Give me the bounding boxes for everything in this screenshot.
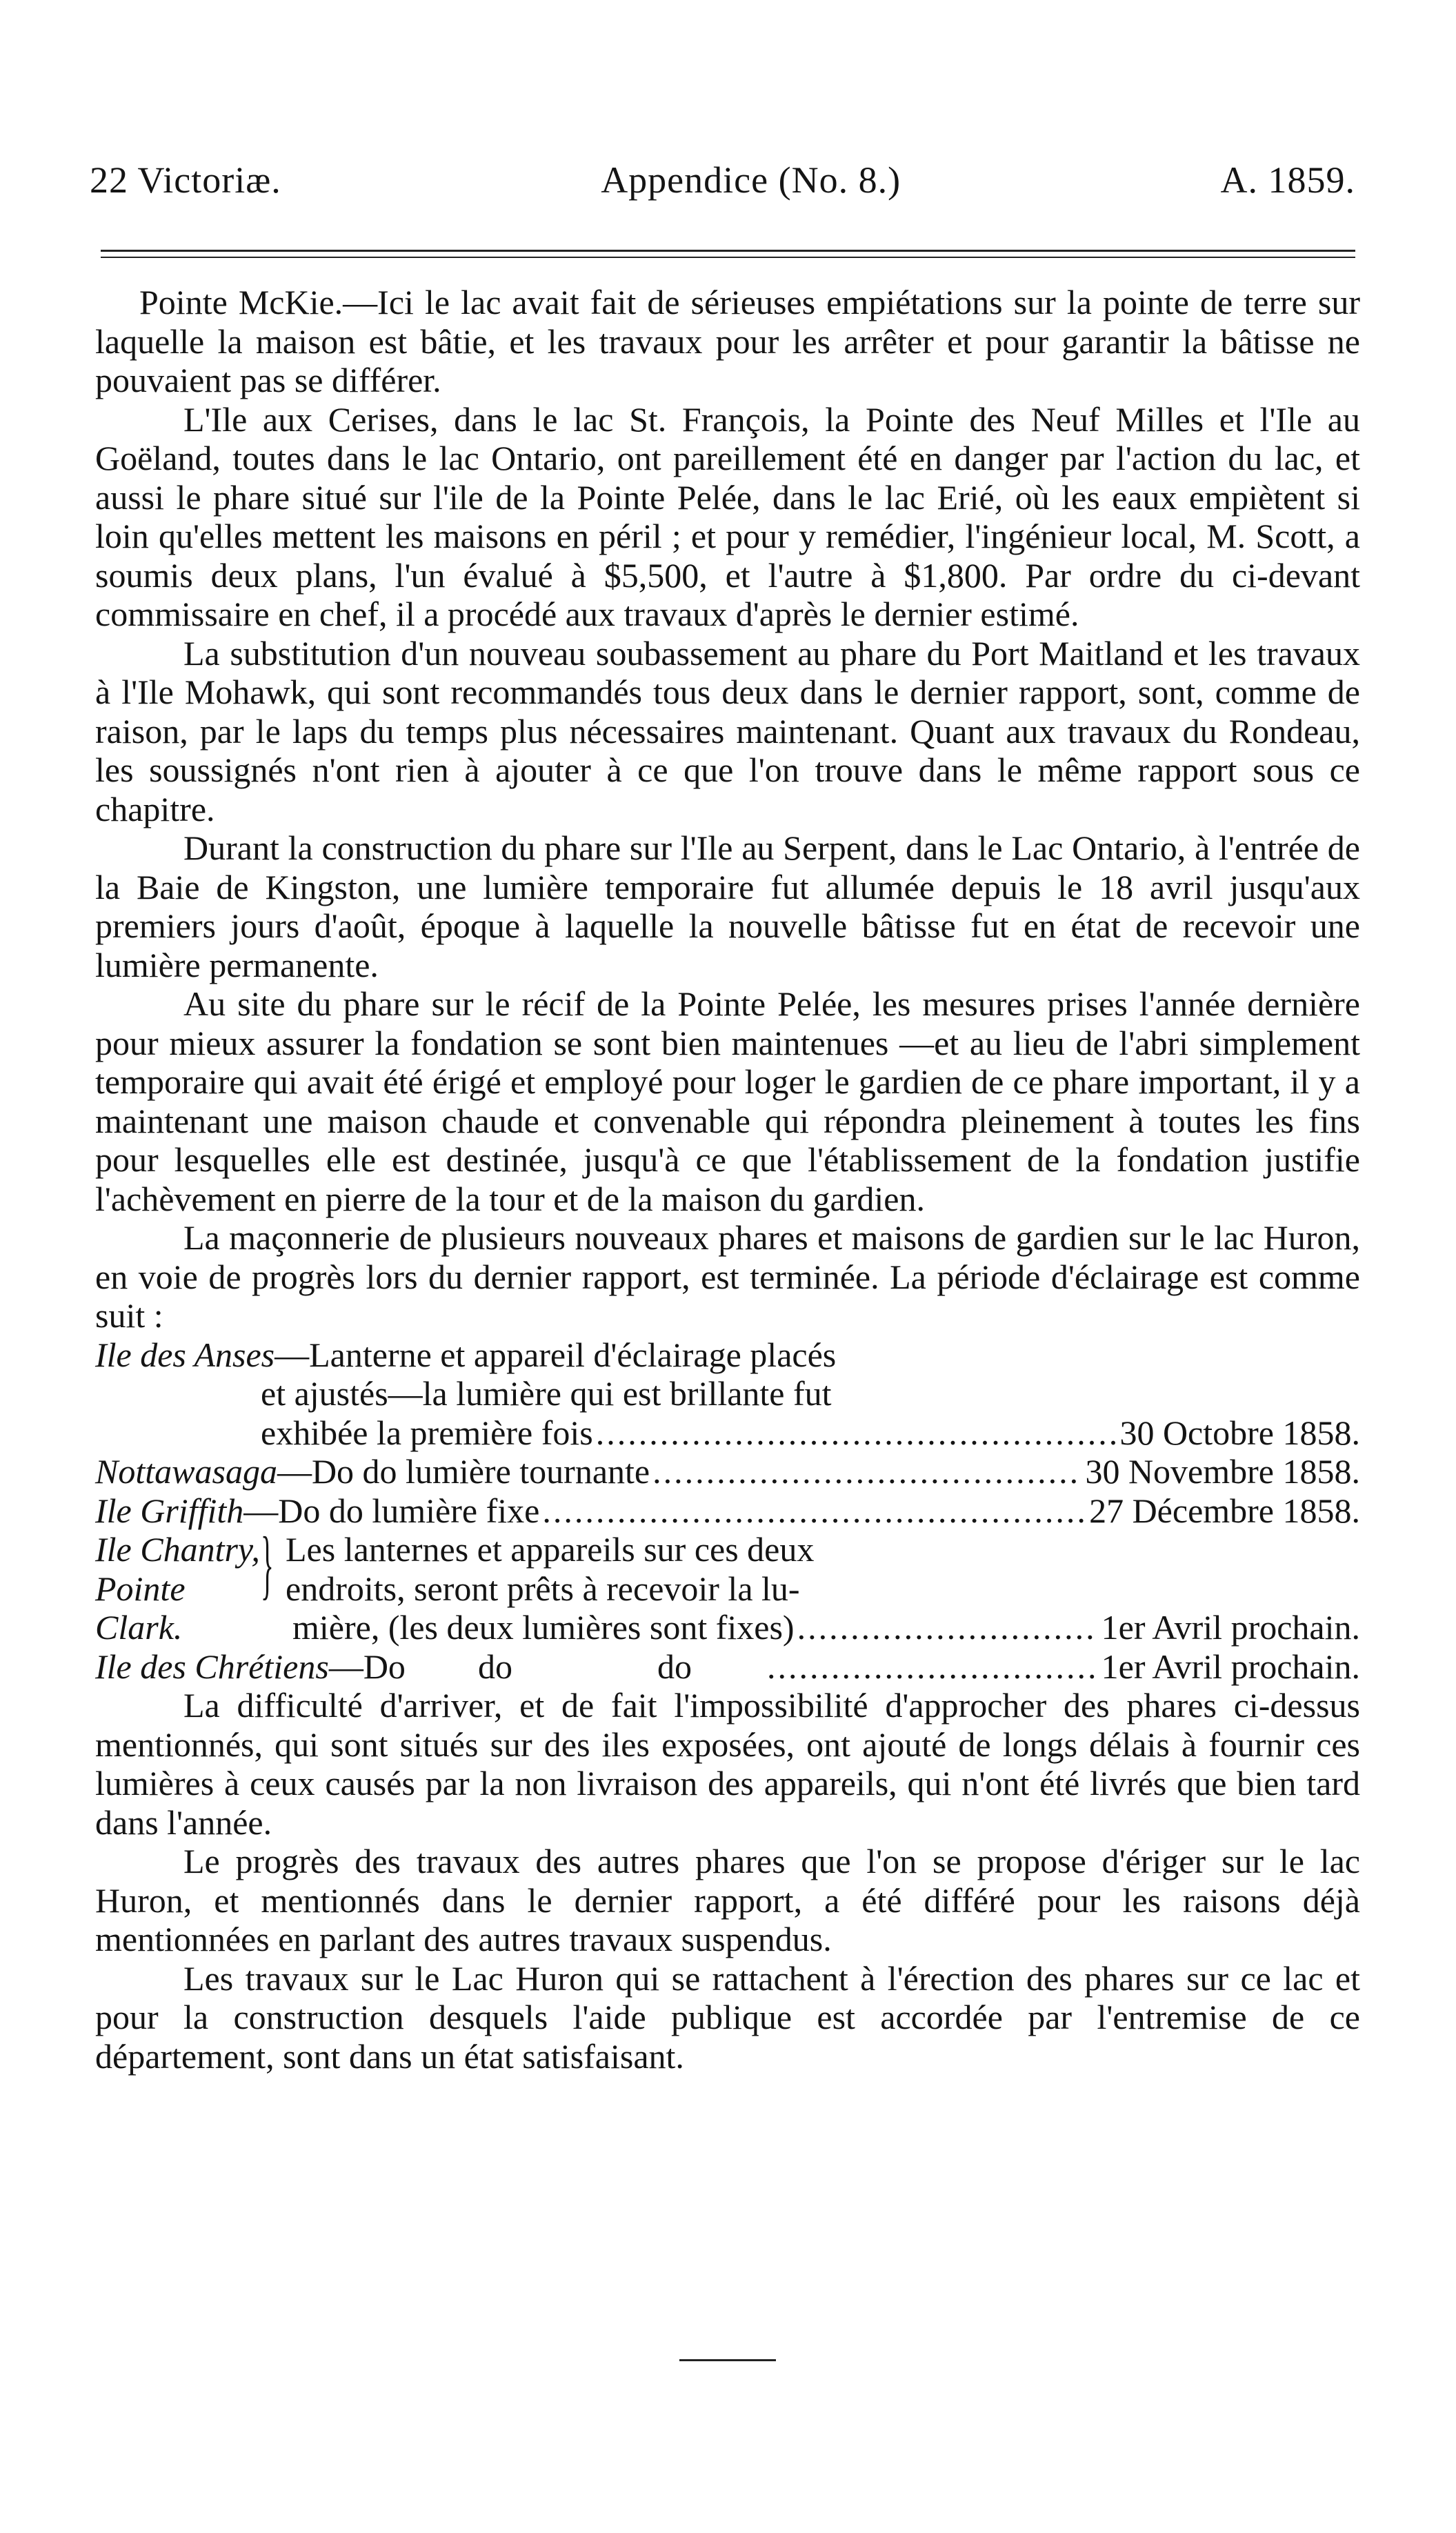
paragraph: La difficulté d'arriver, et de fait l'impossibilité d'approcher des phares ci-dessus mentionnés, qui sont situés sur des iles exposées, ont ajouté de longs délais à fournir ces lumières à ceux causés par la non livraison des appareils, qui n'ont été livrés que bien tard dans l'année. bbox=[95, 1686, 1360, 1842]
header-rule-bottom bbox=[101, 257, 1355, 258]
paragraph: La substitution d'un nouveau soubassement au phare du Port Maitland et les travaux à l'Ile Mohawk, qui sont recommandés tous deux dans le dernier rapport, sont, comme de raison, par le laps du temps plus nécessaires maintenant. Quant aux travaux du Rondeau, les soussignés n'ont rien à ajouter à ce que l'on trouve dans le même rapport sous ce chapitre. bbox=[95, 633, 1360, 828]
schedule-date: 30 Octobre 1858. bbox=[1119, 1413, 1360, 1452]
schedule-label: Nottawasaga bbox=[95, 1452, 277, 1491]
header-year: A. 1859. bbox=[1220, 159, 1355, 201]
schedule-text: —Do do lumière fixe bbox=[243, 1491, 540, 1530]
schedule-row bbox=[95, 1647, 1360, 1687]
schedule-text: mière, (les deux lumières sont fixes) bbox=[292, 1608, 795, 1647]
closing-rule bbox=[679, 2359, 776, 2361]
schedule-label: Ile des Anses bbox=[95, 1335, 275, 1374]
leader-dots bbox=[797, 1608, 1099, 1647]
schedule-label: Ile des Chrétiens bbox=[95, 1647, 329, 1686]
leader-dots bbox=[542, 1491, 1086, 1531]
brace-text bbox=[286, 1530, 814, 1608]
schedule-label: Pointe Clark. bbox=[95, 1569, 186, 1647]
schedule-row bbox=[95, 1452, 1360, 1491]
schedule-row bbox=[95, 1374, 1360, 1413]
schedule-text: exhibée la première fois bbox=[261, 1413, 593, 1452]
schedule-label: Ile Chantry, bbox=[95, 1530, 260, 1569]
paragraph: Au site du phare sur le récif de la Pointe Pelée, les mesures prises l'année dernière pour mieux assurer la fondation se sont bien maintenues —et au lieu de l'abri simplement temporaire qui avait été érigé et employé pour loger le gardien de ce phare important, il y a maintenant une maison chaude et convenable qui répondra pleinement à toutes les fins pour lesquelles elle est destinée, jusqu'à ce que l'établissement de la fondation justifie l'achèvement en pierre de la tour et de la maison du gardien. bbox=[95, 984, 1360, 1218]
schedule-text: Les lanternes et appareils sur ces deux bbox=[286, 1530, 815, 1569]
schedule-text: et ajustés—la lumière qui est brillante fut bbox=[261, 1374, 832, 1413]
paragraph: Pointe McKie.—Ici le lac avait fait de sérieuses empiétations sur la pointe de terre sur laquelle la maison est bâtie, et les travaux pour les arrêter et pour garantir la bâtisse ne pouvaient pas se différer. bbox=[95, 283, 1360, 399]
schedule-text: —Do bbox=[328, 1647, 406, 1686]
leader-dots bbox=[596, 1413, 1117, 1453]
body-text bbox=[95, 283, 1360, 2076]
paragraph: Le progrès des travaux des autres phares que l'on se propose d'ériger sur le lac Huron, et mentionnés dans le dernier rapport, a été différé pour les raisons déjà mentionnées en parlant des autres travaux suspendus. bbox=[95, 1842, 1360, 1958]
header-appendix: Appendice (No. 8.) bbox=[601, 159, 901, 201]
schedule-row bbox=[95, 1608, 1360, 1647]
schedule-date: 1er Avril prochain. bbox=[1101, 1647, 1360, 1686]
leader-dots bbox=[652, 1452, 1082, 1491]
paragraph: L'Ile aux Cerises, dans le lac St. François, la Pointe des Neuf Milles et l'Ile au Goëland, toutes dans le lac Ontario, ont pareillement été en danger par l'action du lac, et aussi le phare situé sur l'ile de la Pointe Pelée, dans le lac Erié, où les eaux empiètent si loin qu'elles mettent les maisons en péril ; et pour y remédier, l'ingénieur local, M. Scott, a soumis deux plans, l'un évalué à $5,500, et l'autre à $1,800. Par ordre du ci-devant commissaire en chef, il a procédé aux travaux d'après le dernier estimé. bbox=[95, 399, 1360, 633]
lighting-schedule bbox=[95, 1335, 1360, 1687]
schedule-date: 1er Avril prochain. bbox=[1101, 1608, 1360, 1647]
schedule-row bbox=[95, 1335, 1360, 1375]
schedule-date: 27 Décembre 1858. bbox=[1089, 1491, 1360, 1530]
schedule-ditto: do bbox=[657, 1647, 692, 1686]
leader-dots bbox=[767, 1647, 1099, 1687]
header-rule-top bbox=[101, 250, 1355, 252]
schedule-ditto: do bbox=[477, 1647, 512, 1686]
header-session: 22 Victoriæ. bbox=[90, 159, 281, 201]
schedule-text: —Lanterne et appareil d'éclairage placés bbox=[275, 1335, 837, 1374]
paragraph: Durant la construction du phare sur l'Ile au Serpent, dans le Lac Ontario, à l'entrée de la Baie de Kingston, une lumière temporaire fut allumée depuis le 18 avril jusqu'aux premiers jours d'août, époque à laquelle la nouvelle bâtisse fut en état de recevoir une lumière permanente. bbox=[95, 828, 1360, 984]
schedule-row bbox=[95, 1413, 1360, 1453]
running-header bbox=[90, 159, 1355, 201]
schedule-date: 30 Novembre 1858. bbox=[1085, 1452, 1360, 1491]
schedule-text: endroits, seront prêts à recevoir la lu- bbox=[286, 1569, 800, 1608]
schedule-text: —Do do lumière tournante bbox=[277, 1452, 650, 1491]
schedule-row bbox=[95, 1491, 1360, 1531]
brace-labels bbox=[95, 1530, 261, 1647]
paragraph: La maçonnerie de plusieurs nouveaux phares et maisons de gardien sur le lac Huron, en voie de progrès lors du dernier rapport, est terminée. La période d'éclairage est comme suit : bbox=[95, 1218, 1360, 1335]
paragraph: Les travaux sur le Lac Huron qui se rattachent à l'érection des phares sur ce lac et pour la construction desquels l'aide publique est accordée par l'entremise de ce département, sont dans un état satisfaisant. bbox=[95, 1958, 1360, 2076]
brace-icon: } bbox=[261, 1522, 274, 1607]
schedule-label: Ile Griffith bbox=[95, 1491, 244, 1530]
